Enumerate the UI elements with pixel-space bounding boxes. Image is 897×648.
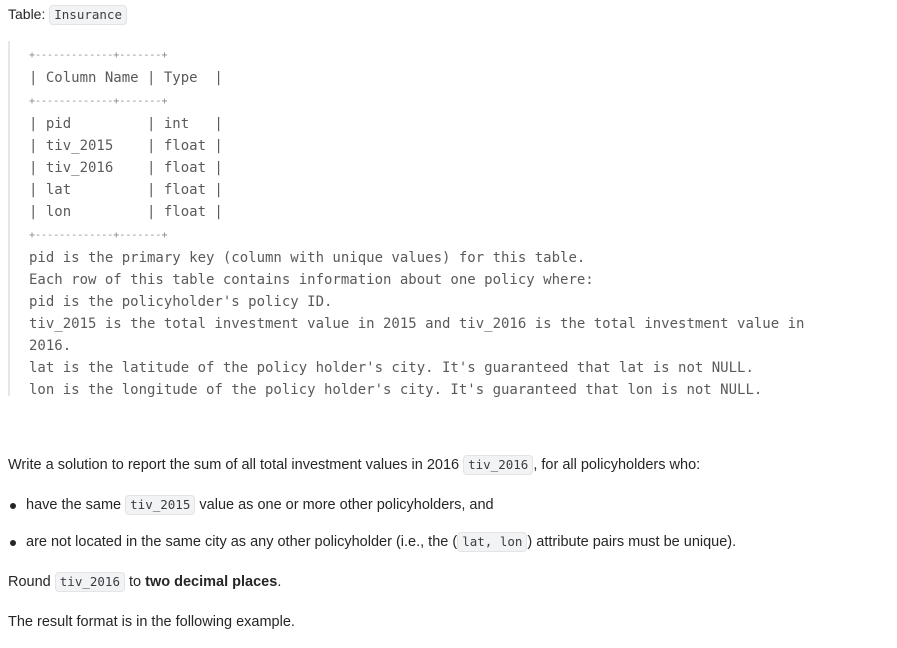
schema-note-tiv: tiv_2015 is the total investment value in 2015 and tiv_2016 is the total investment value in [29, 316, 805, 332]
task-intro-text-end: , for all policyholders who: [533, 457, 701, 473]
bullet-text [26, 532, 736, 552]
bullet-code: tiv_2015 [125, 495, 195, 515]
table-heading [8, 6, 127, 23]
schema-note-row: Each row of this table contains information about one policy where: [29, 272, 594, 288]
schema-border-mid: +-------------+-------+ [29, 96, 168, 107]
schema-header-row: | Column Name | Type | [29, 70, 223, 86]
bullet-text-start: have the same [26, 497, 126, 513]
rounding-note [8, 572, 281, 592]
rounding-text-start: Round [8, 574, 55, 590]
rounding-text-mid: to [124, 574, 146, 590]
rounding-text-end: . [277, 574, 282, 590]
schema-row-tiv-2015: | tiv_2015 | float | [29, 138, 223, 154]
schema-row-tiv-2016: | tiv_2016 | float | [29, 160, 223, 176]
schema-row-lat: | lat | float | [29, 182, 223, 198]
schema-note-primary-key: pid is the primary key (column with unique values) for this table. [29, 250, 586, 266]
bullet-icon [10, 540, 16, 546]
bullet-code: lat, lon [457, 532, 527, 552]
bullet-text-end: ) attribute pairs must be unique). [527, 534, 737, 550]
schema-border-bottom: +-------------+-------+ [29, 230, 168, 241]
rounding-code: tiv_2016 [55, 572, 125, 592]
schema-note-tiv-cont: 2016. [29, 338, 72, 354]
table-label: Table: [8, 6, 50, 22]
task-intro [8, 455, 700, 475]
bullet-text [26, 495, 494, 515]
task-intro-text: Write a solution to report the sum of all total investment values in 2016 [8, 457, 464, 473]
schema-row-lon: | lon | float | [29, 204, 223, 220]
bullet-text-start: are not located in the same city as any other policyholder (i.e., the ( [26, 534, 458, 550]
schema-note-pid: pid is the policyholder's policy ID. [29, 294, 333, 310]
schema-block [8, 41, 890, 396]
schema-row-pid: | pid | int | [29, 116, 223, 132]
schema-note-lon: lon is the longitude of the policy holder's city. It's guaranteed that lon is not NULL. [29, 382, 763, 398]
result-format-note: The result format is in the following example. [8, 614, 295, 630]
schema-border-top: +-------------+-------+ [29, 50, 168, 61]
schema-note-lat: lat is the latitude of the policy holder's city. It's guaranteed that lat is not NULL. [29, 360, 754, 376]
table-name-code: Insurance [49, 5, 127, 25]
bullet-text-end: value as one or more other policyholders, and [195, 497, 494, 513]
task-intro-code: tiv_2016 [463, 455, 533, 475]
rounding-bold: two decimal places [145, 574, 278, 590]
schema-code [29, 43, 804, 401]
bullet-icon [10, 503, 16, 509]
